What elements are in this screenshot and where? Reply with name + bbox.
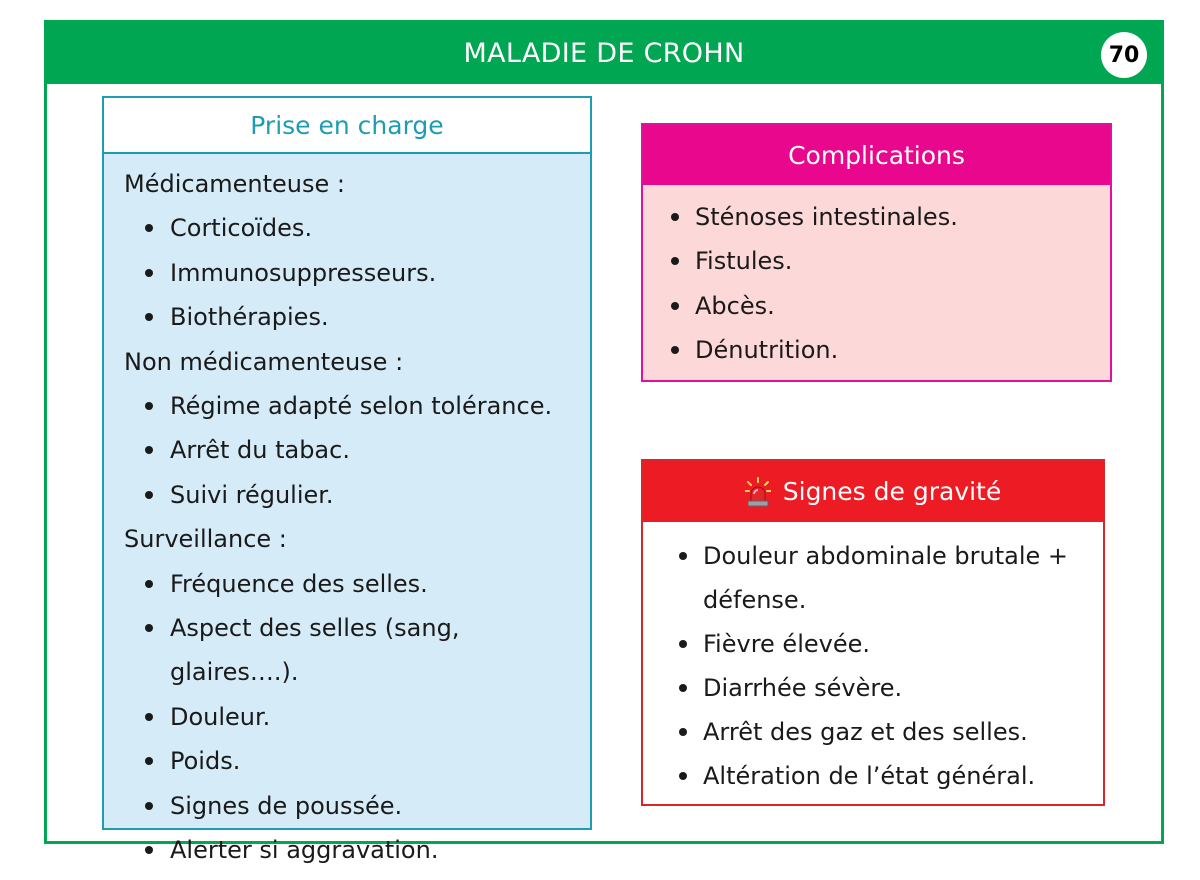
surveillance-list <box>124 562 590 873</box>
prise-en-charge-box <box>102 96 592 865</box>
list-item: Sténoses intestinales. <box>663 195 1110 239</box>
list-item: Régime adapté selon tolérance. <box>124 384 590 428</box>
list-item: Diarrhée sévère. <box>677 666 1083 710</box>
list-item: Fréquence des selles. <box>124 562 590 606</box>
list-item: Fièvre élevée. <box>677 622 1083 666</box>
alarm-light-icon <box>745 477 771 507</box>
complications-title: Complications <box>643 125 1110 185</box>
signes-de-gravite-title: Signes de gravité <box>782 477 1002 506</box>
complications-list <box>663 195 1110 373</box>
section-label-non-medicamenteuse: Non médicamenteuse : <box>124 347 404 376</box>
list-item: Fistules. <box>663 239 1110 283</box>
signes-de-gravite-body <box>643 522 1103 798</box>
list-item: Aspect des selles (sang, glaires….). <box>124 606 590 695</box>
non-medicamenteuse-list <box>124 384 590 517</box>
list-item: Immunosuppresseurs. <box>124 251 590 295</box>
list-item: Arrêt des gaz et des selles. <box>677 710 1083 754</box>
prise-en-charge-body <box>104 154 590 872</box>
list-item: Corticoïdes. <box>124 206 590 250</box>
list-item: Altération de l’état général. <box>677 754 1083 798</box>
prise-en-charge-title: Prise en charge <box>104 98 590 154</box>
list-item: Suivi régulier. <box>124 473 590 517</box>
complications-box <box>641 123 1112 382</box>
complications-body <box>643 185 1110 373</box>
section-label-surveillance: Surveillance : <box>124 525 287 554</box>
page-number-badge: 70 <box>1101 32 1147 78</box>
signes-de-gravite-box <box>641 459 1105 806</box>
list-item: Dénutrition. <box>663 328 1110 372</box>
list-item: Biothérapies. <box>124 295 590 339</box>
list-item: Signes de poussée. <box>124 784 590 828</box>
list-item: Alerter si aggravation. <box>124 828 590 872</box>
list-item: Abcès. <box>663 284 1110 328</box>
list-item: Douleur abdominale brutale + défense. <box>677 534 1083 622</box>
list-item: Poids. <box>124 739 590 783</box>
card-header <box>47 23 1161 84</box>
section-label-medicamenteuse: Médicamenteuse : <box>124 170 346 198</box>
signes-de-gravite-header <box>643 461 1103 522</box>
medicamenteuse-list <box>124 206 590 339</box>
list-item: Arrêt du tabac. <box>124 428 590 472</box>
list-item: Douleur. <box>124 695 590 739</box>
signes-de-gravite-list <box>677 534 1083 798</box>
page-title: MALADIE DE CROHN <box>463 38 745 69</box>
